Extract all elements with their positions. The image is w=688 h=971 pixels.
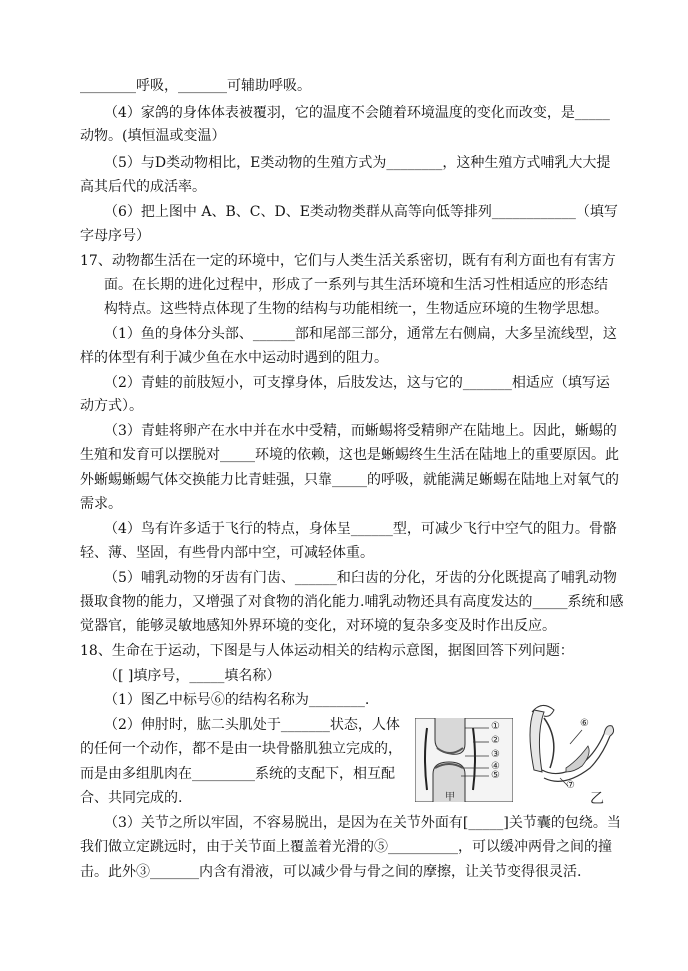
jia-label-4: ④ [491, 761, 500, 772]
line-text: （4）鸟有许多适于飞行的特点，身体呈______型，可减少飞行中空气的阻力。骨骼 [104, 521, 617, 537]
text-line [0, 348, 688, 368]
line-text: 摄取食物的能力，又增强了对食物的消化能力.哺乳动物还具有高度发达的_____系统和感 [80, 594, 624, 610]
line-text: （3）关节之所以牢固，不容易脱出，是因为在关节外面有[_____]关节囊的包绕。当 [104, 815, 621, 831]
jia-label-1: ① [491, 721, 500, 732]
jia-label-5: ⑤ [491, 770, 500, 781]
text-line [0, 543, 688, 563]
text-line [0, 202, 688, 222]
line-text: （1）鱼的身体分头部、______部和尾部三部分，通常左右侧扁，大多呈流线型，这 [104, 326, 617, 342]
line-text: 构特点。这些特点体现了生物的结构与功能相统一，生物适应环境的生物学思想。 [104, 301, 608, 317]
line-text: 的任何一个动作，都不是由一块骨骼肌独立完成的， [80, 741, 402, 757]
line-text: 动物。(填恒温或变温） [80, 128, 226, 144]
line-text: （5）哺乳动物的牙齿有门齿、______和臼齿的分化，牙齿的分化既提高了哺乳动物 [104, 570, 617, 586]
line-text: （6）把上图中 A、B、C、D、E类动物类群从高等向低等排列____________（填写 [104, 204, 618, 220]
line-text: （3）青蛙将卵产在水中并在水中受精，而蜥蜴将受精卵产在陆地上。因此，蜥蜴的 [104, 423, 617, 439]
line-text: （2）青蛙的前肢短小，可支撑身体，后肢发达，这与它的_______相适应（填写运 [104, 375, 610, 391]
yi-caption: 乙 [590, 791, 604, 807]
text-line [0, 76, 688, 96]
text-line [0, 616, 688, 636]
text-line [0, 470, 688, 490]
text-line [0, 177, 688, 197]
line-text: （1）图乙中标号⑥的结构名称为________. [104, 692, 370, 708]
text-line [0, 251, 688, 271]
text-line [0, 153, 688, 173]
text-line [0, 324, 688, 344]
text-line [0, 592, 688, 612]
text-line [0, 862, 688, 882]
text-line [0, 226, 688, 246]
line-text: 动方式）。 [80, 398, 143, 414]
line-text: 合、共同完成的. [80, 790, 183, 806]
line-text: ________呼吸，_______可辅助呼吸。 [80, 78, 311, 94]
yi-label-7: ⑦ [566, 780, 575, 791]
text-line [0, 103, 688, 123]
arm-figure-yi [520, 700, 620, 807]
text-line [0, 445, 688, 465]
line-text: 18、生命在于运动，下图是与人体运动相关的结构示意图，据图回答下列问题： [80, 643, 574, 659]
line-text: 高其后代的成活率。 [80, 179, 206, 195]
jia-label-3: ③ [491, 749, 500, 760]
line-text: 轻、薄、坚固，有些骨内部中空，可减轻体重。 [80, 545, 374, 561]
text-line [0, 494, 688, 514]
line-text: 觉器官，能够灵敏地感知外界环境的变化，对环境的复杂多变及时作出反应。 [80, 618, 556, 634]
line-text: 需求。 [80, 496, 122, 512]
line-text: 生殖和发育可以摆脱对_____环境的依赖，这也是蜥蜴终生生活在陆地上的重要原因。此 [80, 447, 619, 463]
line-text: 击。此外③_______内含有滑液，可以减少骨与骨之间的摩擦，让关节变得很灵活. [80, 864, 582, 880]
line-text: 我们做立定跳远时，由于关节面上覆盖着光滑的⑤__________，可以缓冲两骨之间的撞 [80, 839, 612, 855]
text-line [0, 641, 688, 661]
text-line [0, 666, 688, 686]
line-text: 外蜥蜴蜥蜴气体交换能力比青蛙强，只靠_____的呼吸，就能满足蜥蜴在陆地上对氧气的 [80, 472, 619, 488]
line-text: （2）伸肘时，肱二头肌处于_______状态，人体 [104, 717, 400, 733]
line-text: 字母序号） [80, 228, 150, 244]
line-text: （5）与D类动物相比，E类动物的生殖方式为________，这种生殖方式哺乳大大提 [104, 155, 611, 171]
text-line [0, 299, 688, 319]
line-text: （[ ]填序号，_____填名称） [104, 668, 281, 684]
text-line [0, 421, 688, 441]
jia-label-2: ② [491, 735, 500, 746]
text-line [0, 568, 688, 588]
text-line [0, 396, 688, 416]
text-line [0, 837, 688, 857]
text-line [0, 275, 688, 295]
line-text: （4）家鸽的身体体表被覆羽，它的温度不会随着环境温度的变化而改变，是_____ [104, 105, 610, 121]
line-text: 样的体型有利于减少鱼在水中运动时遇到的阻力。 [80, 350, 388, 366]
jia-caption: 甲 [445, 792, 455, 803]
text-line [0, 126, 688, 146]
text-line [0, 813, 688, 833]
line-text: 17、动物都生活在一定的环境中，它们与人类生活关系密切，既有有利方面也有有害方 [80, 253, 616, 269]
line-text: 面。在长期的进化过程中，形成了一系列与其生活环境和生活习性相适应的形态结 [104, 277, 608, 293]
line-text: 而是由多组肌肉在_________系统的支配下，相互配 [80, 766, 395, 782]
text-line [0, 519, 688, 539]
yi-label-6: ⑥ [580, 718, 589, 729]
text-line [0, 373, 688, 393]
joint-figure-jia [415, 718, 513, 802]
